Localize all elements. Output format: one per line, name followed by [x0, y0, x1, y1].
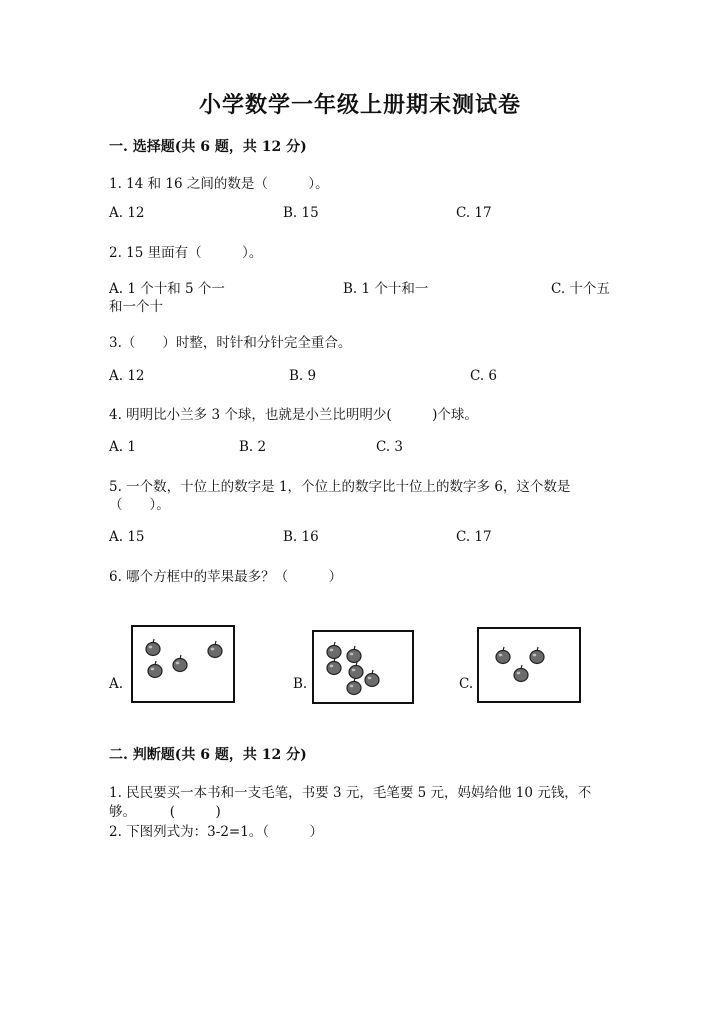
judgement-1-stem-continued: 够。 ( )	[109, 804, 221, 820]
apple-icon	[148, 661, 162, 678]
question-3-option-b: B. 9	[289, 368, 317, 384]
question-3-stem: 3.（ ）时整，时针和分针完全重合。	[109, 335, 352, 351]
judgement-2-stem: 2. 下图列式为：3-2=1。（ ）	[109, 824, 324, 840]
judgement-1-stem: 1. 民民要买一本书和一支毛笔，书要 3 元，毛笔要 5 元，妈妈给他 10 元钱，不	[109, 785, 592, 801]
question-5-stem-continued: （ ）。	[109, 497, 170, 513]
apple-icon	[173, 655, 187, 672]
question-6-option-b: B.	[293, 676, 308, 692]
apple-box-b	[312, 630, 414, 704]
question-4-option-b: B. 2	[239, 439, 267, 455]
question-2-option-c: C. 十个五	[551, 281, 610, 297]
apple-icon	[365, 670, 379, 687]
question-6-option-c: C.	[459, 676, 474, 692]
question-1-option-c: C. 17	[456, 205, 492, 221]
apple-icon	[327, 658, 341, 675]
apple-icon	[514, 665, 528, 682]
question-5-option-c: C. 17	[456, 529, 492, 545]
question-3-option-c: C. 6	[470, 368, 498, 384]
question-5-option-a: A. 15	[109, 529, 145, 545]
apple-icon	[327, 642, 341, 659]
apples-a	[133, 627, 233, 701]
question-1-stem: 1. 14 和 16 之间的数是（ ）。	[109, 176, 329, 192]
apple-box-c	[477, 627, 581, 703]
question-1-option-a: A. 12	[109, 205, 145, 221]
question-3-option-a: A. 12	[109, 368, 145, 384]
apple-icon	[530, 647, 544, 664]
question-2-option-c-continued: 和一个十	[109, 299, 163, 315]
apple-icon	[208, 641, 222, 658]
question-4-option-a: A. 1	[109, 439, 136, 455]
apples-c	[479, 629, 579, 701]
question-6-stem: 6. 哪个方框中的苹果最多？（ ）	[109, 569, 343, 585]
page-title: 小学数学一年级上册期末测试卷	[198, 92, 521, 118]
question-2-option-a: A. 1 个十和 5 个一	[109, 281, 225, 297]
apple-icon	[347, 678, 361, 695]
question-2-stem: 2. 15 里面有（ ）。	[109, 245, 263, 261]
apple-icon	[347, 646, 361, 663]
apple-icon	[496, 647, 510, 664]
apples-b	[314, 632, 412, 702]
question-5-option-b: B. 16	[283, 529, 319, 545]
question-5-stem: 5. 一个数，十位上的数字是 1，个位上的数字比十位上的数字多 6，这个数是	[109, 479, 571, 495]
question-4-stem: 4. 明明比小兰多 3 个球，也就是小兰比明明少( )个球。	[109, 407, 478, 423]
question-1-option-b: B. 15	[283, 205, 319, 221]
question-4-option-c: C. 3	[376, 439, 404, 455]
question-6-option-a: A.	[109, 676, 124, 692]
apple-icon	[146, 639, 160, 656]
section-heading-judgement: 二. 判断题(共 6 题，共 12 分)	[109, 747, 307, 763]
apple-icon	[349, 662, 363, 679]
apple-box-a	[131, 625, 235, 703]
section-heading-choice: 一. 选择题(共 6 题，共 12 分)	[109, 139, 307, 155]
question-2-option-b: B. 1 个十和一	[343, 281, 429, 297]
